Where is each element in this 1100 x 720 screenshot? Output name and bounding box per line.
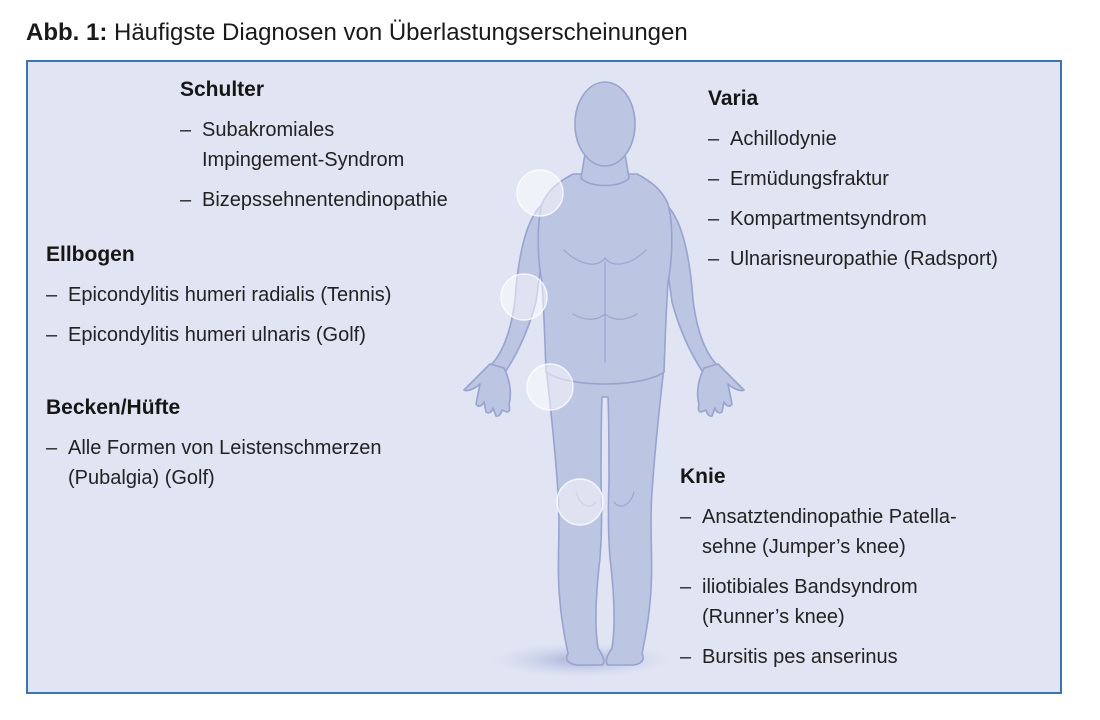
group-title: Ellbogen (46, 243, 135, 266)
shoulder-marker (517, 170, 563, 216)
figure-title: Häufigste Diagnosen von Überlastungserscheinungen (114, 19, 688, 46)
figure-label: Abb. 1: (26, 19, 108, 46)
diagnosis-item: – Epicondylitis humeri radialis (Tennis) (46, 280, 391, 310)
figure-caption (26, 18, 688, 48)
diagnosis-item: – Bizepssehnentendinopathie (180, 185, 448, 215)
group-knie (680, 464, 957, 682)
diagnosis-item: – Ermüdungsfraktur (708, 164, 998, 194)
elbow-marker (501, 274, 547, 320)
group-becken-huefte (46, 395, 381, 503)
left-hand (698, 364, 744, 416)
diagnosis-item: – Epicondylitis humeri ulnaris (Golf) (46, 320, 391, 350)
diagnosis-item: – Alle Formen von Leistenschmerzen (Pubalgia) (Golf) (46, 433, 381, 493)
group-varia (708, 86, 998, 284)
diagnosis-item: – Bursitis pes anserinus (680, 642, 957, 672)
group-schulter (180, 77, 448, 225)
diagnosis-item: – iliotibiales Bandsyndrom (Runner’s knee) (680, 572, 957, 632)
group-ellbogen (46, 242, 391, 360)
group-title: Varia (708, 87, 759, 110)
diagnosis-item: – Ansatztendinopathie Patella- sehne (Jumper’s knee) (680, 502, 957, 562)
group-title: Becken/Hüfte (46, 396, 181, 419)
group-title: Knie (680, 465, 726, 488)
group-title: Schulter (180, 78, 265, 101)
knee-marker (557, 479, 603, 525)
diagnosis-item: – Achillodynie (708, 124, 998, 154)
diagnosis-item: – Subakromiales Impingement-Syndrom (180, 115, 448, 175)
right-hand (464, 364, 510, 416)
diagnosis-item: – Ulnarisneuropathie (Radsport) (708, 244, 998, 274)
diagram-panel (26, 60, 1062, 694)
diagnosis-item: – Kompartmentsyndrom (708, 204, 998, 234)
hip-marker (527, 364, 573, 410)
head (575, 82, 635, 166)
